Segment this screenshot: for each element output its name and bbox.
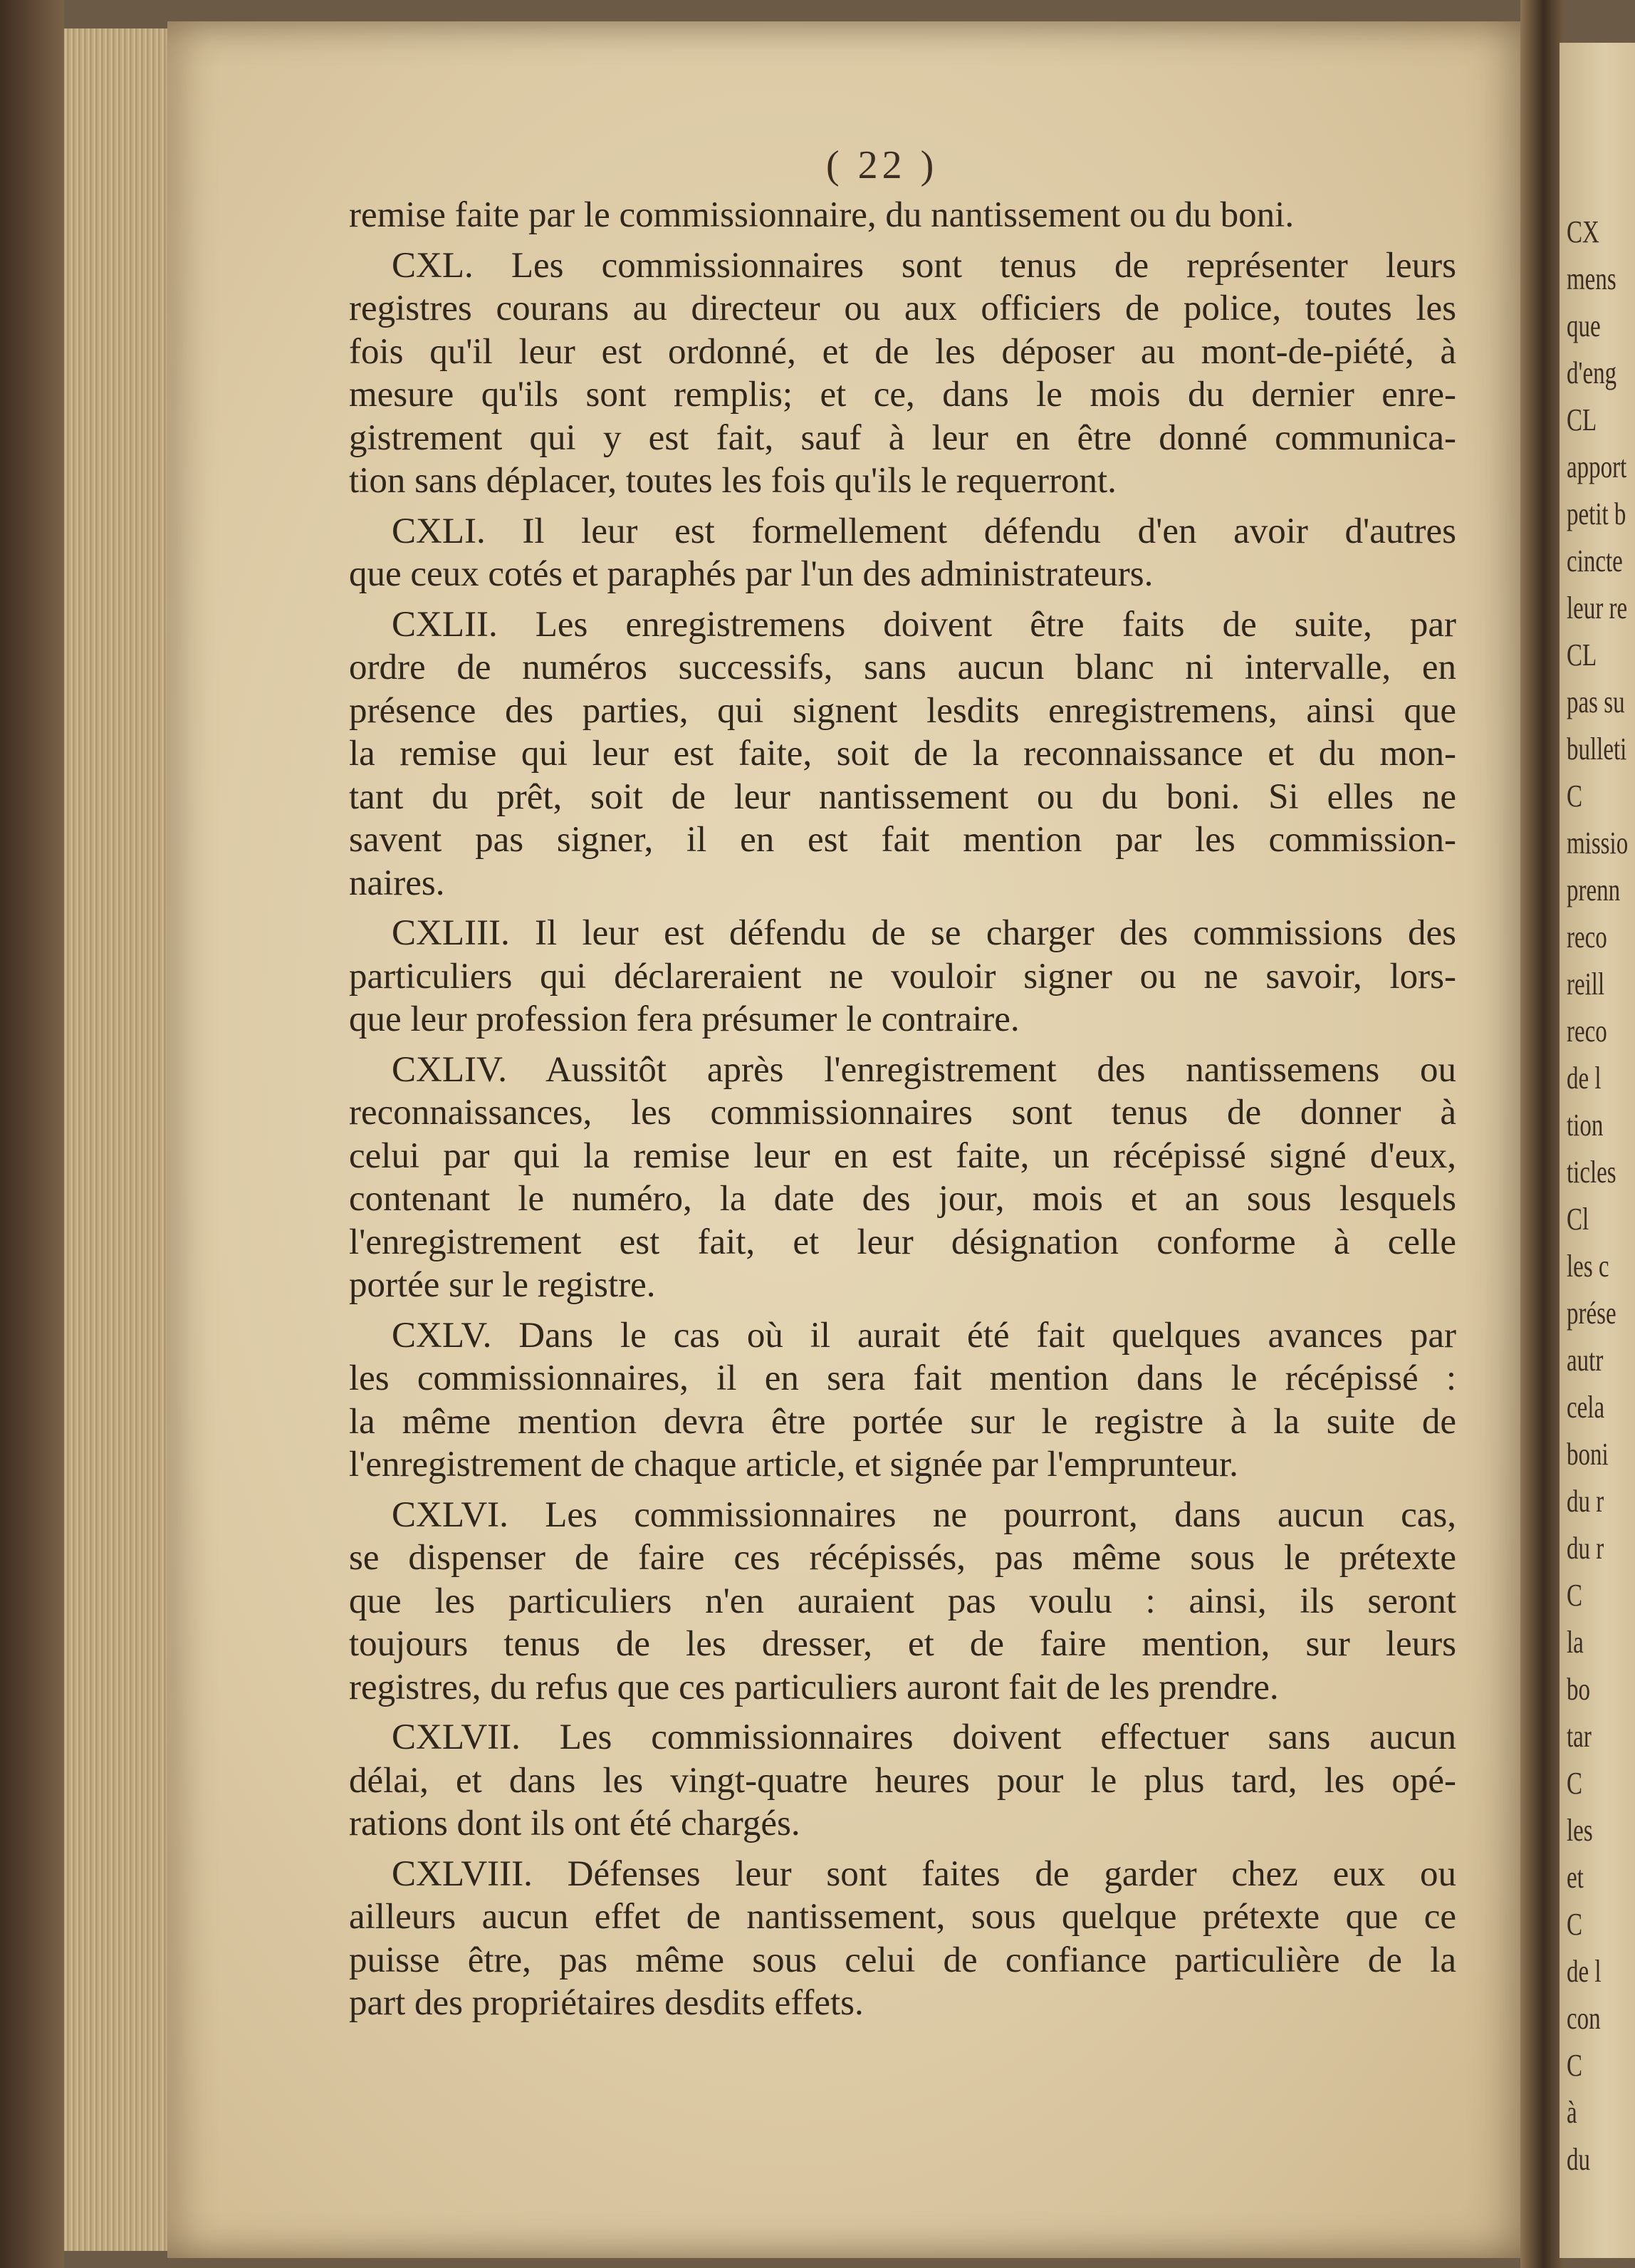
- next-page-fragment: du: [1567, 2142, 1590, 2177]
- next-page-fragment: CX: [1567, 214, 1599, 249]
- book-binding-left: [0, 0, 64, 2268]
- text-line: délai, et dans les vingt-quatre heures pour le plus tard, les opé-: [349, 1760, 1456, 1801]
- article-paragraph: [349, 194, 1456, 237]
- text-line: toujours tenus de les dresser, et de faire mention, sur leurs: [349, 1624, 1456, 1664]
- next-page-fragment: les c: [1567, 1249, 1609, 1284]
- text-line: que les particuliers n'en auraient pas voulu : ainsi, ils seront: [349, 1581, 1456, 1621]
- page-text: [349, 194, 1456, 2025]
- text-line: reconnaissances, les commissionnaires sont tenus de donner à: [349, 1093, 1456, 1133]
- text-line: puisse être, pas même sous celui de confiance particulière de la: [349, 1940, 1456, 1980]
- article-number: CXLVI.: [392, 1494, 545, 1535]
- next-page-fragment: et: [1567, 1860, 1584, 1895]
- next-page-fragment: reco: [1567, 920, 1607, 954]
- next-page-fragment: bulleti: [1567, 732, 1627, 766]
- text-line: CXLIII. Il leur est défendu de se charger des commissions des: [392, 913, 1457, 953]
- article-number: CXLIII.: [392, 913, 536, 953]
- next-page-fragment: de l: [1567, 1954, 1602, 1989]
- article-number: CXLIV.: [392, 1049, 545, 1090]
- next-page-fragment: C: [1567, 2048, 1583, 2083]
- next-page-fragment: prése: [1567, 1296, 1616, 1331]
- next-page-fragment: cela: [1567, 1390, 1605, 1425]
- next-page-edge: [1560, 43, 1635, 2258]
- next-page-fragment: boni: [1567, 1437, 1609, 1472]
- next-page-fragment: prenn: [1567, 873, 1621, 907]
- next-page-fragment: tion: [1567, 1108, 1604, 1143]
- next-page-fragment: reco: [1567, 1014, 1607, 1049]
- next-page-fragment: que: [1567, 308, 1601, 343]
- text-line: ailleurs aucun effet de nantissement, sous quelque prétexte que ce: [349, 1897, 1456, 1937]
- text-line: CXLII. Les enregistremens doivent être faits de suite, par: [392, 604, 1456, 645]
- next-page-fragment: du r: [1567, 1484, 1604, 1519]
- next-page-fragment: C: [1567, 1766, 1583, 1801]
- next-page-fragment: mens: [1567, 261, 1616, 296]
- article-paragraph: [349, 1314, 1456, 1487]
- article-paragraph: [349, 1494, 1456, 1710]
- next-page-fragment: con: [1567, 2001, 1601, 2036]
- text-line: CXLVI. Les commissionnaires ne pourront, dans aucun cas,: [392, 1494, 1456, 1535]
- next-page-fragment: CL: [1567, 638, 1597, 672]
- next-page-fragment: cincte: [1567, 543, 1623, 578]
- next-page-fragment: ticles: [1567, 1155, 1616, 1190]
- next-page-fragment: pas su: [1567, 685, 1625, 719]
- article-paragraph: [349, 510, 1456, 596]
- text-line: portée sur le registre.: [349, 1265, 656, 1305]
- text-line: part des propriétaires desdits effets.: [349, 1983, 864, 2023]
- next-page-fragment: C: [1567, 1907, 1583, 1942]
- text-line: l'enregistrement de chaque article, et signée par l'emprunteur.: [349, 1445, 1238, 1484]
- article-number: CXLII.: [392, 604, 536, 645]
- next-page-fragment: autr: [1567, 1343, 1604, 1378]
- article-paragraph: [349, 1716, 1456, 1846]
- text-line: présence des parties, qui signent lesdits enregistremens, ainsi que: [349, 690, 1456, 731]
- next-page-fragment: leur re: [1567, 591, 1628, 625]
- text-line: gistrement qui y est fait, sauf à leur en être donné communica-: [349, 417, 1456, 458]
- text-line: CXLV. Dans le cas où il aurait été fait quelques avances par: [392, 1315, 1457, 1356]
- article-number: CXLVII.: [392, 1717, 560, 1757]
- text-line: tant du prêt, soit de leur nantissement ou du boni. Si elles ne: [349, 776, 1456, 817]
- text-line: contenant le numéro, la date des jour, mois et an sous lesquels: [349, 1179, 1456, 1219]
- article-paragraph: [349, 1049, 1456, 1307]
- text-line: l'enregistrement est fait, et leur désignation conforme à celle: [349, 1222, 1456, 1262]
- text-line: CXLVII. Les commissionnaires doivent effectuer sans aucun: [392, 1717, 1456, 1757]
- text-line: CXLIV. Aussitôt après l'enregistrement des nantissemens ou: [392, 1049, 1456, 1090]
- next-page-fragment: tar: [1567, 1719, 1592, 1754]
- text-line: savent pas signer, il en est fait mention par les commission-: [349, 820, 1456, 860]
- next-page-fragment: la: [1567, 1625, 1584, 1660]
- text-line: la même mention devra être portée sur le registre à la suite de: [349, 1401, 1456, 1442]
- next-page-fragment: CL: [1567, 402, 1597, 437]
- next-page-fragment: petit b: [1567, 496, 1626, 531]
- book-gutter: [1520, 0, 1563, 2268]
- article-number: CXLI.: [392, 511, 523, 551]
- next-page-fragment: C: [1567, 1578, 1583, 1613]
- text-line: ordre de numéros successifs, sans aucun blanc ni intervalle, en: [349, 647, 1456, 687]
- next-page-fragment: d'eng: [1567, 355, 1617, 390]
- text-line: la remise qui leur est faite, soit de la reconnaissance et du mon-: [349, 734, 1456, 774]
- next-page-fragment: apport: [1567, 449, 1627, 484]
- text-line: celui par qui la remise leur en est faite, un récépissé signé d'eux,: [349, 1135, 1456, 1176]
- text-line: CXLVIII. Défenses leur sont faites de garder chez eux ou: [392, 1853, 1456, 1894]
- text-line: que leur profession fera présumer le contraire.: [349, 999, 1020, 1039]
- next-page-fragment: reill: [1567, 967, 1605, 1002]
- text-line: fois qu'il leur est ordonné, et de les déposer au mont-de-piété, à: [349, 331, 1456, 372]
- article-paragraph: [349, 244, 1456, 503]
- text-line: se dispenser de faire ces récépissés, pas même sous le prétexte: [349, 1538, 1456, 1578]
- next-page-fragment: missio: [1567, 826, 1629, 860]
- article-paragraph: [349, 603, 1456, 905]
- text-line: les commissionnaires, il en sera fait mention dans le récépissé :: [349, 1358, 1456, 1398]
- next-page-fragment: à: [1567, 2095, 1577, 2130]
- page-number: ( 22 ): [826, 143, 939, 187]
- text-line: particuliers qui déclareraient ne vouloir signer ou ne savoir, lors-: [349, 956, 1456, 997]
- article-number: CXLVIII.: [392, 1853, 568, 1894]
- page-edges: [64, 28, 171, 2251]
- article-paragraph: [349, 912, 1456, 1041]
- text-line: que ceux cotés et paraphés par l'un des administrateurs.: [349, 554, 1154, 594]
- text-line: registres courans au directeur ou aux officiers de police, toutes les: [349, 288, 1456, 328]
- text-line: rations dont ils ont été chargés.: [349, 1804, 800, 1843]
- text-line: CXL. Les commissionnaires sont tenus de représenter leurs: [392, 245, 1456, 286]
- next-page-fragment: de l: [1567, 1061, 1602, 1096]
- text-line: mesure qu'ils sont remplis; et ce, dans le mois du dernier enre-: [349, 375, 1456, 415]
- text-line: registres, du refus que ces particuliers auront fait de les prendre.: [349, 1667, 1279, 1707]
- article-number: CXL.: [392, 245, 511, 286]
- next-page-fragment: du r: [1567, 1531, 1604, 1566]
- text-line: remise faite par le commissionnaire, du nantissement ou du boni.: [349, 195, 1295, 235]
- article-number: CXLV.: [392, 1315, 519, 1356]
- next-page-fragment: C: [1567, 779, 1583, 813]
- next-page-fragment: Cl: [1567, 1202, 1589, 1237]
- next-page-fragment: bo: [1567, 1672, 1590, 1707]
- text-line: CXLI. Il leur est formellement défendu d'en avoir d'autres: [392, 511, 1456, 551]
- text-line: tion sans déplacer, toutes les fois qu'ils le requerront.: [349, 461, 1117, 501]
- article-paragraph: [349, 1853, 1456, 2025]
- next-page-fragment: les: [1567, 1813, 1593, 1848]
- text-line: naires.: [349, 863, 445, 903]
